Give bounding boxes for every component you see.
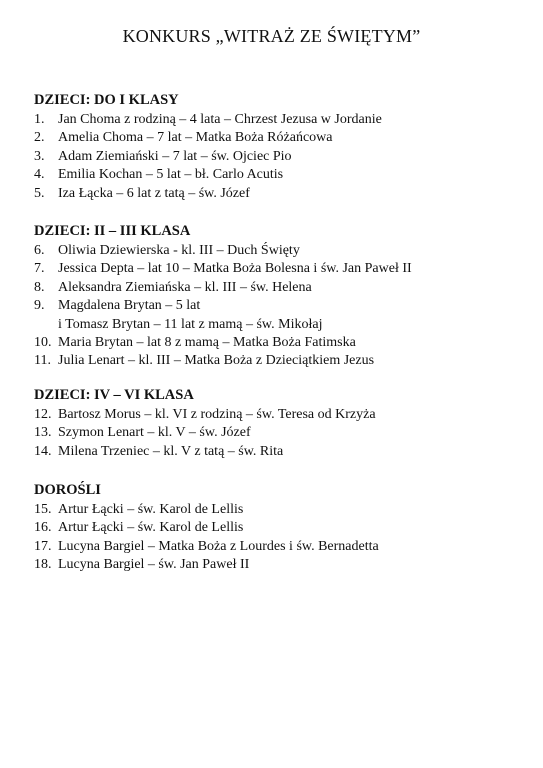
item-number: 5.	[34, 185, 45, 201]
item-number: 8.	[34, 279, 45, 295]
list-item	[34, 538, 524, 556]
list-item	[34, 443, 524, 461]
list-item-continuation	[34, 316, 524, 334]
item-text: Lucyna Bargiel – św. Jan Paweł II	[58, 557, 250, 573]
entry-list	[34, 242, 524, 371]
page-title: KONKURS „WITRAŻ ZE ŚWIĘTYM”	[122, 26, 421, 46]
item-text-continuation: i Tomasz Brytan – 11 lat z mamą – św. Mikołaj	[58, 316, 323, 332]
item-text: Adam Ziemiański – 7 lat – św. Ojciec Pio	[58, 148, 292, 164]
item-text: Maria Brytan – lat 8 z mamą – Matka Boża Fatimska	[58, 335, 356, 351]
item-number: 1.	[34, 112, 45, 127]
list-item	[34, 166, 524, 184]
entry-list	[34, 501, 524, 575]
list-item	[34, 279, 524, 297]
item-text: Lucyna Bargiel – Matka Boża z Lourdes i św. Bernadetta	[58, 538, 379, 554]
item-text: Amelia Choma – 7 lat – Matka Boża Różańcowa	[58, 130, 333, 146]
list-item	[34, 352, 524, 370]
item-text: Artur Łącki – św. Karol de Lellis	[58, 502, 244, 517]
section-dorosli	[34, 481, 524, 575]
list-item	[34, 242, 524, 260]
item-number: 17.	[34, 538, 52, 554]
section-heading: DOROŚLI	[34, 482, 101, 498]
item-number: 9.	[34, 298, 45, 314]
item-number: 2.	[34, 130, 45, 146]
section-dzieci-ii-iii-klasa	[34, 222, 524, 371]
item-text: Bartosz Morus – kl. VI z rodziną – św. Teresa od Krzyża	[58, 407, 376, 422]
item-number: 10.	[34, 335, 52, 351]
item-number: 12.	[34, 407, 52, 422]
item-text: Jessica Depta – lat 10 – Matka Boża Bolesna i św. Jan Paweł II	[58, 261, 412, 277]
item-text: Milena Trzeniec – kl. V z tatą – św. Rita	[58, 443, 284, 459]
item-number: 18.	[34, 557, 52, 573]
section-heading: DZIECI: II – III KLASA	[34, 223, 191, 239]
entry-list	[34, 406, 524, 461]
list-item	[34, 519, 524, 537]
item-text: Emilia Kochan – 5 lat – bł. Carlo Acutis	[58, 167, 284, 183]
item-number: 15.	[34, 502, 52, 517]
item-text: Iza Łącka – 6 lat z tatą – św. Józef	[58, 185, 250, 201]
section-heading: DZIECI: DO I KLASY	[34, 92, 179, 108]
list-item	[34, 334, 524, 352]
list-item	[34, 185, 524, 203]
item-text: Magdalena Brytan – 5 lat	[58, 298, 201, 314]
section-dzieci-do-i-klasy	[34, 91, 524, 203]
list-item	[34, 297, 524, 315]
list-item	[34, 424, 524, 442]
entry-list	[34, 111, 524, 203]
item-text: Julia Lenart – kl. III – Matka Boża z Dzieciątkiem Jezus	[58, 353, 375, 369]
list-item	[34, 501, 524, 519]
item-number: 7.	[34, 261, 45, 277]
item-number: 14.	[34, 443, 52, 459]
section-dzieci-iv-vi-klasa	[34, 386, 524, 461]
list-item	[34, 556, 524, 574]
item-text: Artur Łącki – św. Karol de Lellis	[58, 520, 244, 536]
list-item	[34, 111, 524, 129]
item-number: 3.	[34, 148, 45, 164]
item-text: Szymon Lenart – kl. V – św. Józef	[58, 425, 251, 441]
item-text: Aleksandra Ziemiańska – kl. III – św. Helena	[58, 279, 312, 295]
item-text: Jan Choma z rodziną – 4 lata – Chrzest Jezusa w Jordanie	[58, 112, 382, 127]
list-item	[34, 406, 524, 424]
item-number: 11.	[34, 353, 51, 369]
list-item	[34, 148, 524, 166]
item-number: 16.	[34, 520, 52, 536]
item-number: 13.	[34, 425, 52, 441]
list-item	[34, 129, 524, 147]
item-number: 4.	[34, 167, 45, 183]
item-number: 6.	[34, 243, 45, 258]
list-item	[34, 260, 524, 278]
section-heading: DZIECI: IV – VI KLASA	[34, 387, 194, 403]
item-text: Oliwia Dziewierska - kl. III – Duch Święty	[58, 243, 300, 258]
